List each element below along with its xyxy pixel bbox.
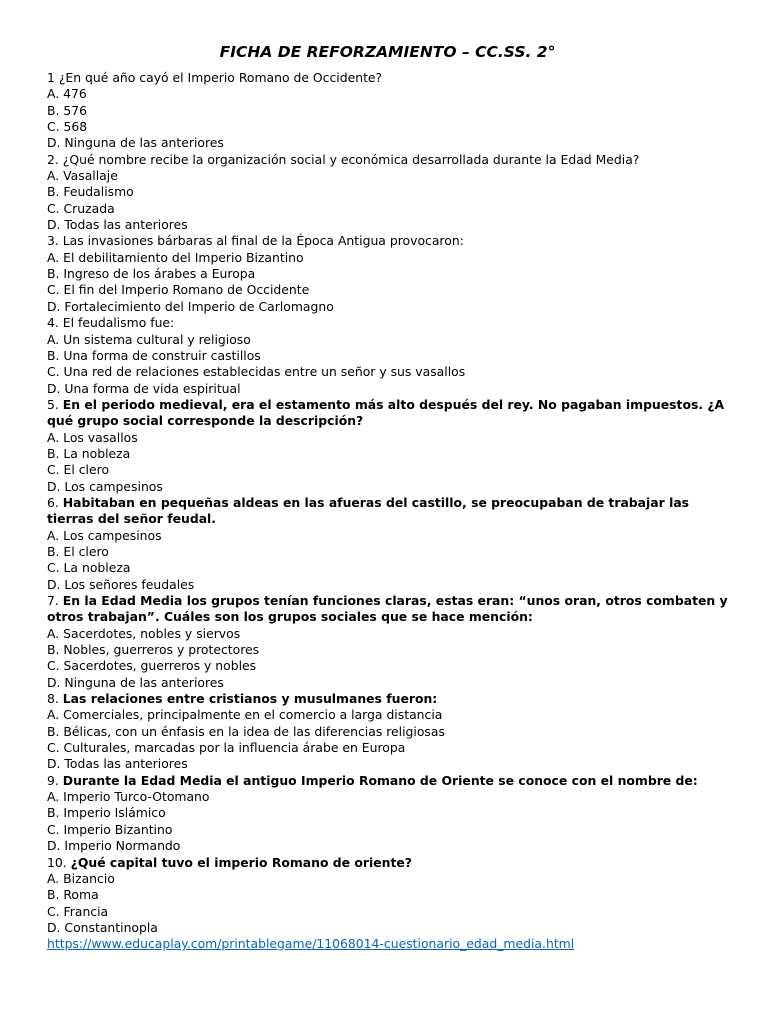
question-number: 4.: [47, 315, 59, 331]
answer-option: A. 476: [47, 86, 87, 102]
answer-option: D. Los señores feudales: [47, 576, 195, 592]
answer-option: A. Imperio Turco-Otomano: [47, 789, 210, 805]
question-3: [47, 233, 728, 249]
question-text: ¿En qué año cayó el Imperio Romano de Occidente?: [58, 70, 383, 85]
answer-option: D. Ninguna de las anteriores: [47, 674, 224, 690]
answer-option: B. Nobles, guerreros y protectores: [47, 642, 260, 658]
answer-option: B. El clero: [47, 543, 109, 559]
answer-option: B. Una forma de construir castillos: [47, 347, 261, 363]
answer-option: C. Culturales, marcadas por la influencia árabe en Europa: [47, 740, 406, 756]
question-text: Las relaciones entre cristianos y musulmanes fueron:: [62, 691, 438, 707]
answer-option: D. Ninguna de las anteriores: [47, 135, 224, 151]
page-title: FICHA DE REFORZAMIENTO – CC.SS. 2°: [219, 43, 556, 61]
question-number: 2.: [47, 151, 59, 167]
question-text: Durante la Edad Media el antiguo Imperio Romano de Oriente se conoce con el nombre de:: [62, 772, 698, 788]
question-number: 3.: [47, 233, 59, 249]
answer-option: A. Un sistema cultural y religioso: [47, 331, 251, 347]
answer-option: C. El fin del Imperio Romano de Occidente: [47, 282, 310, 298]
question-text: ¿Qué nombre recibe la organización social y económica desarrollada durante la Edad Media?: [62, 151, 640, 167]
question-7: [47, 593, 728, 626]
answer-option: C. La nobleza: [47, 560, 131, 576]
answer-option: A. Sacerdotes, nobles y siervos: [47, 625, 241, 641]
answer-option: D. Constantinopla: [47, 919, 158, 935]
question-1: [47, 70, 728, 86]
answer-option: B. La nobleza: [47, 445, 131, 461]
question-number: 10.: [47, 854, 67, 870]
question-number: 5.: [47, 396, 59, 412]
answer-option: B. 576: [47, 102, 88, 118]
question-5: [47, 397, 728, 430]
question-text: ¿Qué capital tuvo el imperio Romano de oriente?: [70, 854, 412, 870]
answer-option: B. Ingreso de los árabes a Europa: [47, 266, 256, 282]
question-2: [47, 152, 728, 168]
answer-option: D. Todas las anteriores: [47, 756, 188, 772]
question-9: [47, 773, 728, 789]
answer-option: D. Fortalecimiento del Imperio de Carlomagno: [47, 298, 334, 314]
answer-option: A. Los campesinos: [47, 527, 162, 543]
question-text: En la Edad Media los grupos tenían funciones claras, estas eran: “unos oran, otros combaten y otros trabajan”. Cuáles son los grupos sociales que se hace mención:: [47, 593, 728, 625]
answer-option: A. Los vasallos: [47, 429, 138, 445]
answer-option: A. Comerciales, principalmente en el comercio a larga distancia: [47, 707, 443, 723]
question-10: [47, 855, 728, 871]
question-4: [47, 315, 728, 331]
answer-option: C. Imperio Bizantino: [47, 821, 173, 837]
answer-option: D. Los campesinos: [47, 478, 163, 494]
answer-option: C. El clero: [47, 462, 110, 478]
question-6: [47, 495, 728, 528]
question-number: 7.: [47, 593, 59, 608]
question-list: [47, 70, 728, 936]
answer-option: D. Todas las anteriores: [47, 217, 188, 233]
answer-option: D. Una forma de vida espiritual: [47, 380, 241, 396]
answer-option: B. Feudalismo: [47, 184, 134, 200]
answer-option: B. Roma: [47, 887, 99, 903]
question-text: Habitaban en pequeñas aldeas en las afueras del castillo, se preocupaban de trabajar las tierras del señor feudal.: [47, 494, 690, 527]
question-number: 8.: [47, 691, 59, 707]
question-number: 9.: [47, 772, 59, 788]
source-link[interactable]: https://www.educaplay.com/printablegame/11068014-cuestionario_edad_media.html: [47, 936, 575, 952]
question-8: [47, 691, 728, 707]
answer-option: C. Sacerdotes, guerreros y nobles: [47, 658, 257, 674]
question-text: En el periodo medieval, era el estamento más alto después del rey. No pagaban impuestos. ¿A qué grupo social corresponde la descripción?: [47, 396, 725, 429]
answer-option: A. Bizancio: [47, 870, 115, 886]
answer-option: C. 568: [47, 119, 88, 135]
question-number: 6.: [47, 494, 59, 510]
answer-option: B. Imperio Islámico: [47, 805, 166, 821]
answer-option: C. Cruzada: [47, 200, 115, 216]
question-text: Las invasiones bárbaras al final de la Época Antigua provocaron:: [62, 233, 464, 249]
answer-option: C. Francia: [47, 903, 109, 919]
question-text: El feudalismo fue:: [62, 315, 175, 331]
answer-option: D. Imperio Normando: [47, 838, 181, 854]
answer-option: A. El debilitamiento del Imperio Bizantino: [47, 249, 304, 265]
answer-option: A. Vasallaje: [47, 168, 118, 184]
question-number: 1: [47, 70, 55, 85]
answer-option: B. Bélicas, con un énfasis en la idea de las diferencias religiosas: [47, 723, 445, 739]
answer-option: C. Una red de relaciones establecidas entre un señor y sus vasallos: [47, 364, 466, 380]
